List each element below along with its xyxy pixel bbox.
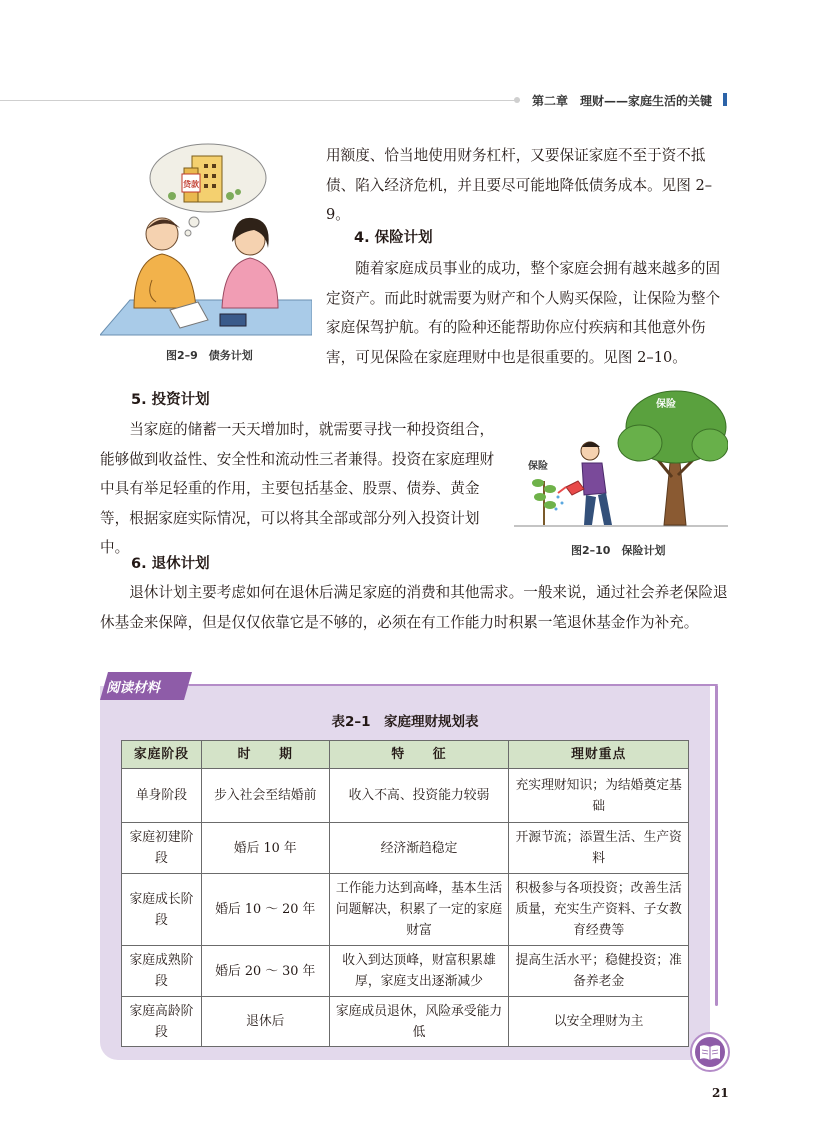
tree-label: 保险 [656, 399, 676, 410]
header-stage: 家庭阶段 [122, 741, 202, 769]
cell-focus: 积极参与各项投资；改善生活质量，充实生产资料、子女教育经费等 [509, 874, 689, 946]
paragraph-debt-continued: 用额度、恰当地使用财务杠杆，又要保证家庭不至于资不抵债、陷入经济危机，并且要尽可能地降低债务成本。见图 2–9。 [326, 147, 713, 223]
header-dot [514, 97, 520, 103]
cell-stage: 家庭成熟阶段 [122, 946, 202, 997]
sapling-label: 保险 [528, 461, 548, 472]
paragraph-investment: 当家庭的储蓄一天天增加时，就需要寻找一种投资组合，能够做到收益性、安全性和流动性三者兼得。投资在家庭理财中具有举足轻重的作用，主要包括基金、股票、债券、黄金等，根据家庭实际情况，可以将其全部或部分列入投资计划中。 [100, 421, 495, 556]
cell-focus: 充实理财知识；为结婚奠定基础 [509, 769, 689, 823]
page-number: 21 [712, 1086, 729, 1100]
cell-period: 步入社会至结婚前 [201, 769, 329, 823]
table-row [122, 946, 689, 997]
cell-focus: 以安全理财为主 [509, 997, 689, 1047]
table-header-row [122, 741, 689, 769]
cell-stage: 家庭初建阶段 [122, 823, 202, 874]
loan-sign-text: 贷款 [183, 179, 199, 189]
cell-stage: 家庭成长阶段 [122, 874, 202, 946]
book-icon [690, 1032, 730, 1072]
cell-focus: 提高生活水平；稳健投资；准备养老金 [509, 946, 689, 997]
cell-period: 婚后 20 ～ 30 年 [201, 946, 329, 997]
section-heading-investment: 5. 投资计划 [131, 392, 210, 408]
cell-feature: 工作能力达到高峰，基本生活问题解决，积累了一定的家庭财富 [329, 874, 509, 946]
debt-plan-illustration [100, 130, 312, 345]
cell-focus: 开源节流；添置生活、生产资料 [509, 823, 689, 874]
table-title: 表2–1 家庭理财规划表 [331, 714, 479, 730]
table-row [122, 823, 689, 874]
table-row [122, 874, 689, 946]
section-heading-retirement: 6. 退休计划 [131, 556, 210, 572]
header-focus: 理财重点 [509, 741, 689, 769]
reading-box-right-rule [715, 686, 718, 1006]
cell-stage: 家庭高龄阶段 [122, 997, 202, 1047]
cell-period: 退休后 [201, 997, 329, 1047]
cell-period: 婚后 10 年 [201, 823, 329, 874]
header-accent-bar [723, 93, 727, 106]
paragraph-insurance: 随着家庭成员事业的成功，整个家庭会拥有越来越多的固定资产。而此时就需要为财产和个人购买保险，让保险为整个家庭保驾护航。有的险种还能帮助你应付疾病和其他意外伤害，可见保险在家庭理财中也是很重要的。见图 2–10。 [326, 260, 721, 366]
table-row [122, 769, 689, 823]
table-row [122, 997, 689, 1047]
cell-stage: 单身阶段 [122, 769, 202, 823]
header-feature: 特 征 [329, 741, 509, 769]
cell-period: 婚后 10 ～ 20 年 [201, 874, 329, 946]
insurance-plan-illustration [514, 385, 728, 530]
figure-2-9-caption: 图2–9 债务计划 [166, 349, 253, 362]
cell-feature: 经济渐趋稳定 [329, 823, 509, 874]
section-heading-insurance: 4. 保险计划 [354, 230, 433, 246]
reading-tag-label: 阅读材料 [106, 680, 160, 696]
cell-feature: 收入不高、投资能力较弱 [329, 769, 509, 823]
header-rule [0, 100, 520, 101]
header-period: 时 期 [201, 741, 329, 769]
figure-2-10-caption: 图2–10 保险计划 [571, 544, 666, 557]
family-finance-plan-table [121, 740, 689, 1047]
paragraph-retirement: 退休计划主要考虑如何在退休后满足家庭的消费和其他需求。一般来说，通过社会养老保险退休基金来保障，但是仅仅依靠它是不够的，必须在有工作能力时积累一笔退休基金作为补充。 [100, 584, 728, 631]
cell-feature: 收入到达顶峰，财富积累雄厚，家庭支出逐渐减少 [329, 946, 509, 997]
reading-box-top-rule [188, 684, 718, 686]
chapter-title: 第二章 理财——家庭生活的关键 [532, 94, 713, 108]
cell-feature: 家庭成员退休，风险承受能力低 [329, 997, 509, 1047]
